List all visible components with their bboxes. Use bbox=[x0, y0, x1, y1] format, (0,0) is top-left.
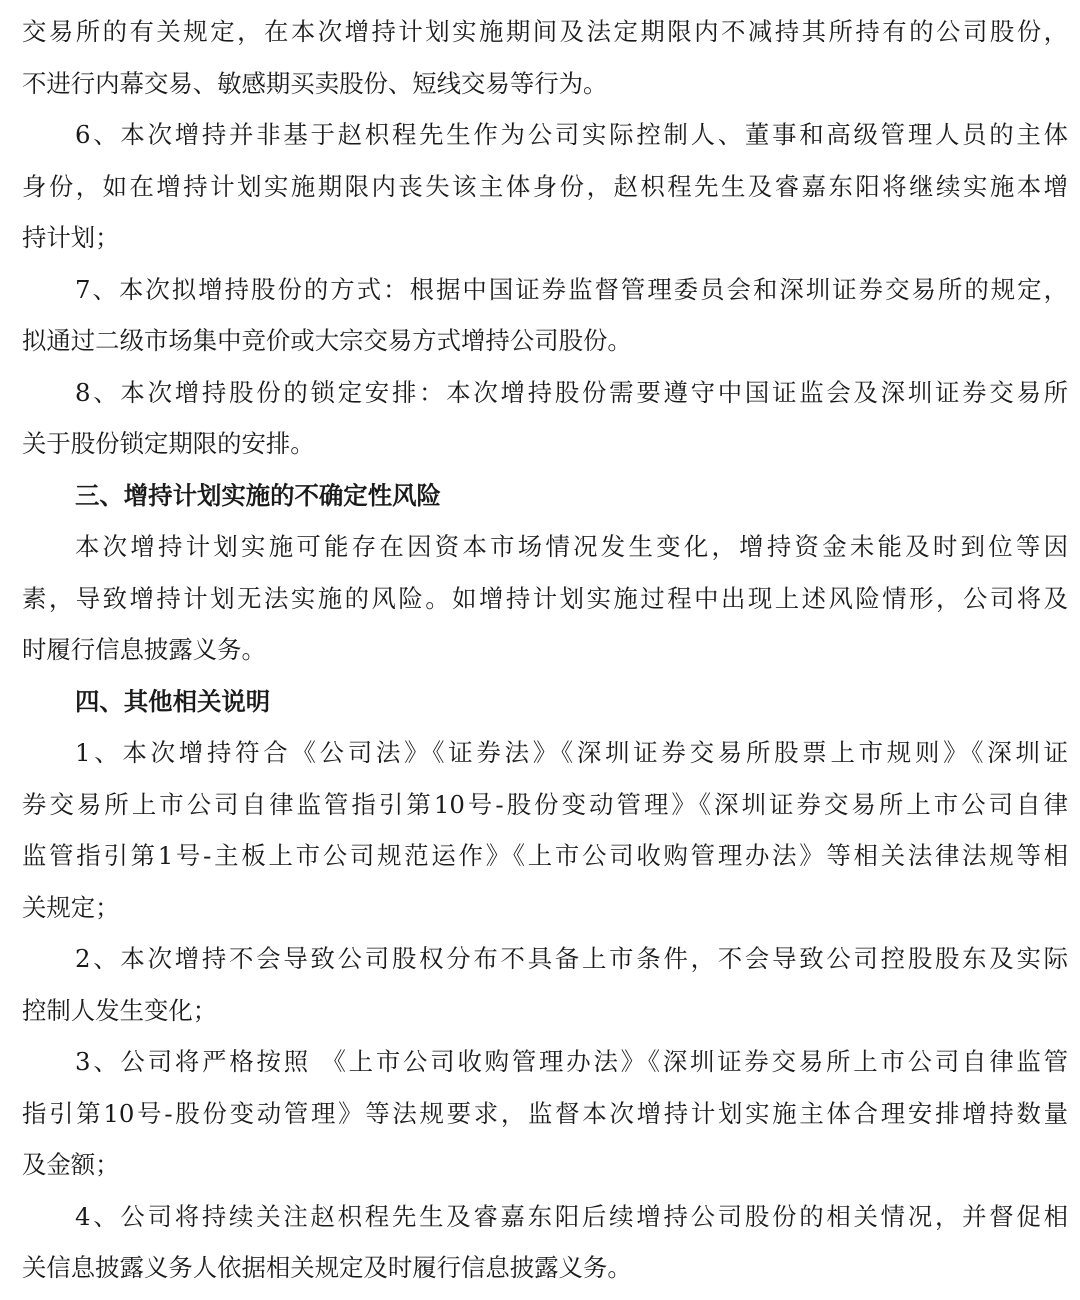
text-line: 7、本次拟增持股份的方式：根据中国证券监督管理委员会和深圳证券交易所的规定， bbox=[75, 274, 1068, 304]
text-line: 8、本次增持股份的锁定安排：本次增持股份需要遵守中国证监会及深圳证券交易所 bbox=[75, 377, 1068, 407]
text-line: 控制人发生变化； bbox=[22, 995, 218, 1025]
text-line: 交易所的有关规定，在本次增持计划实施期间及法定期限内不减持其所持有的公司股份， bbox=[22, 17, 1068, 46]
text-line: 关于股份锁定期限的安排。 bbox=[22, 429, 315, 458]
paragraph-item-8 bbox=[22, 367, 1068, 470]
paragraph-intro bbox=[22, 6, 1068, 109]
text-line: 指引第10号-股份变动管理》等法规要求，监督本次增持计划实施主体合理安排增持数量 bbox=[22, 1098, 1068, 1128]
text-line: 6、本次增持并非基于赵枳程先生作为公司实际控制人、董事和高级管理人员的主体 bbox=[75, 120, 1068, 149]
text-line: 关规定； bbox=[22, 892, 120, 922]
text-line: 关信息披露义务人依据相关规定及时履行信息披露义务。 bbox=[22, 1253, 632, 1282]
paragraph-s4-item-2 bbox=[22, 933, 1068, 1036]
paragraph-s4-item-4 bbox=[22, 1191, 1068, 1294]
text-line: 素，导致增持计划无法实施的风险。如增持计划实施过程中出现上述风险情形，公司将及 bbox=[22, 583, 1068, 613]
text-line: 3、公司将严格按照 《上市公司收购管理办法》《深圳证券交易所上市公司自律监管 bbox=[75, 1047, 1068, 1076]
paragraph-item-6 bbox=[22, 109, 1068, 264]
section-heading-4: 四、其他相关说明 bbox=[75, 686, 271, 716]
text-line: 拟通过二级市场集中竞价或大宗交易方式增持公司股份。 bbox=[22, 326, 632, 355]
text-line: 本次增持计划实施可能存在因资本市场情况发生变化，增持资金未能及时到位等因 bbox=[75, 532, 1068, 561]
paragraph-s4-item-3 bbox=[22, 1036, 1068, 1191]
text-line: 身份，如在增持计划实施期限内丧失该主体身份，赵枳程先生及睿嘉东阳将继续实施本增 bbox=[22, 171, 1068, 201]
text-line: 及金额； bbox=[22, 1150, 120, 1179]
text-line: 4、公司将持续关注赵枳程先生及睿嘉东阳后续增持公司股份的相关情况，并督促相 bbox=[75, 1201, 1068, 1231]
text-line: 2、本次增持不会导致公司股权分布不具备上市条件，不会导致公司控股股东及实际 bbox=[75, 944, 1068, 973]
paragraph-s4-item-1 bbox=[22, 727, 1068, 933]
text-line: 不进行内幕交易、敏感期买卖股份、短线交易等行为。 bbox=[22, 68, 608, 98]
section-heading-3: 三、增持计划实施的不确定性风险 bbox=[75, 480, 441, 510]
text-line: 监管指引第1号-主板上市公司规范运作》《上市公司收购管理办法》等相关法律法规等相 bbox=[22, 841, 1068, 870]
paragraph-section-3 bbox=[22, 521, 1068, 676]
text-line: 券交易所上市公司自律监管指引第10号-股份变动管理》《深圳证券交易所上市公司自律 bbox=[22, 789, 1068, 819]
paragraph-item-7 bbox=[22, 264, 1068, 367]
text-line: 时履行信息披露义务。 bbox=[22, 635, 266, 664]
text-line: 持计划； bbox=[22, 223, 120, 252]
text-line: 1、本次增持符合《公司法》《证券法》《深圳证券交易所股票上市规则》《深圳证 bbox=[75, 738, 1068, 767]
